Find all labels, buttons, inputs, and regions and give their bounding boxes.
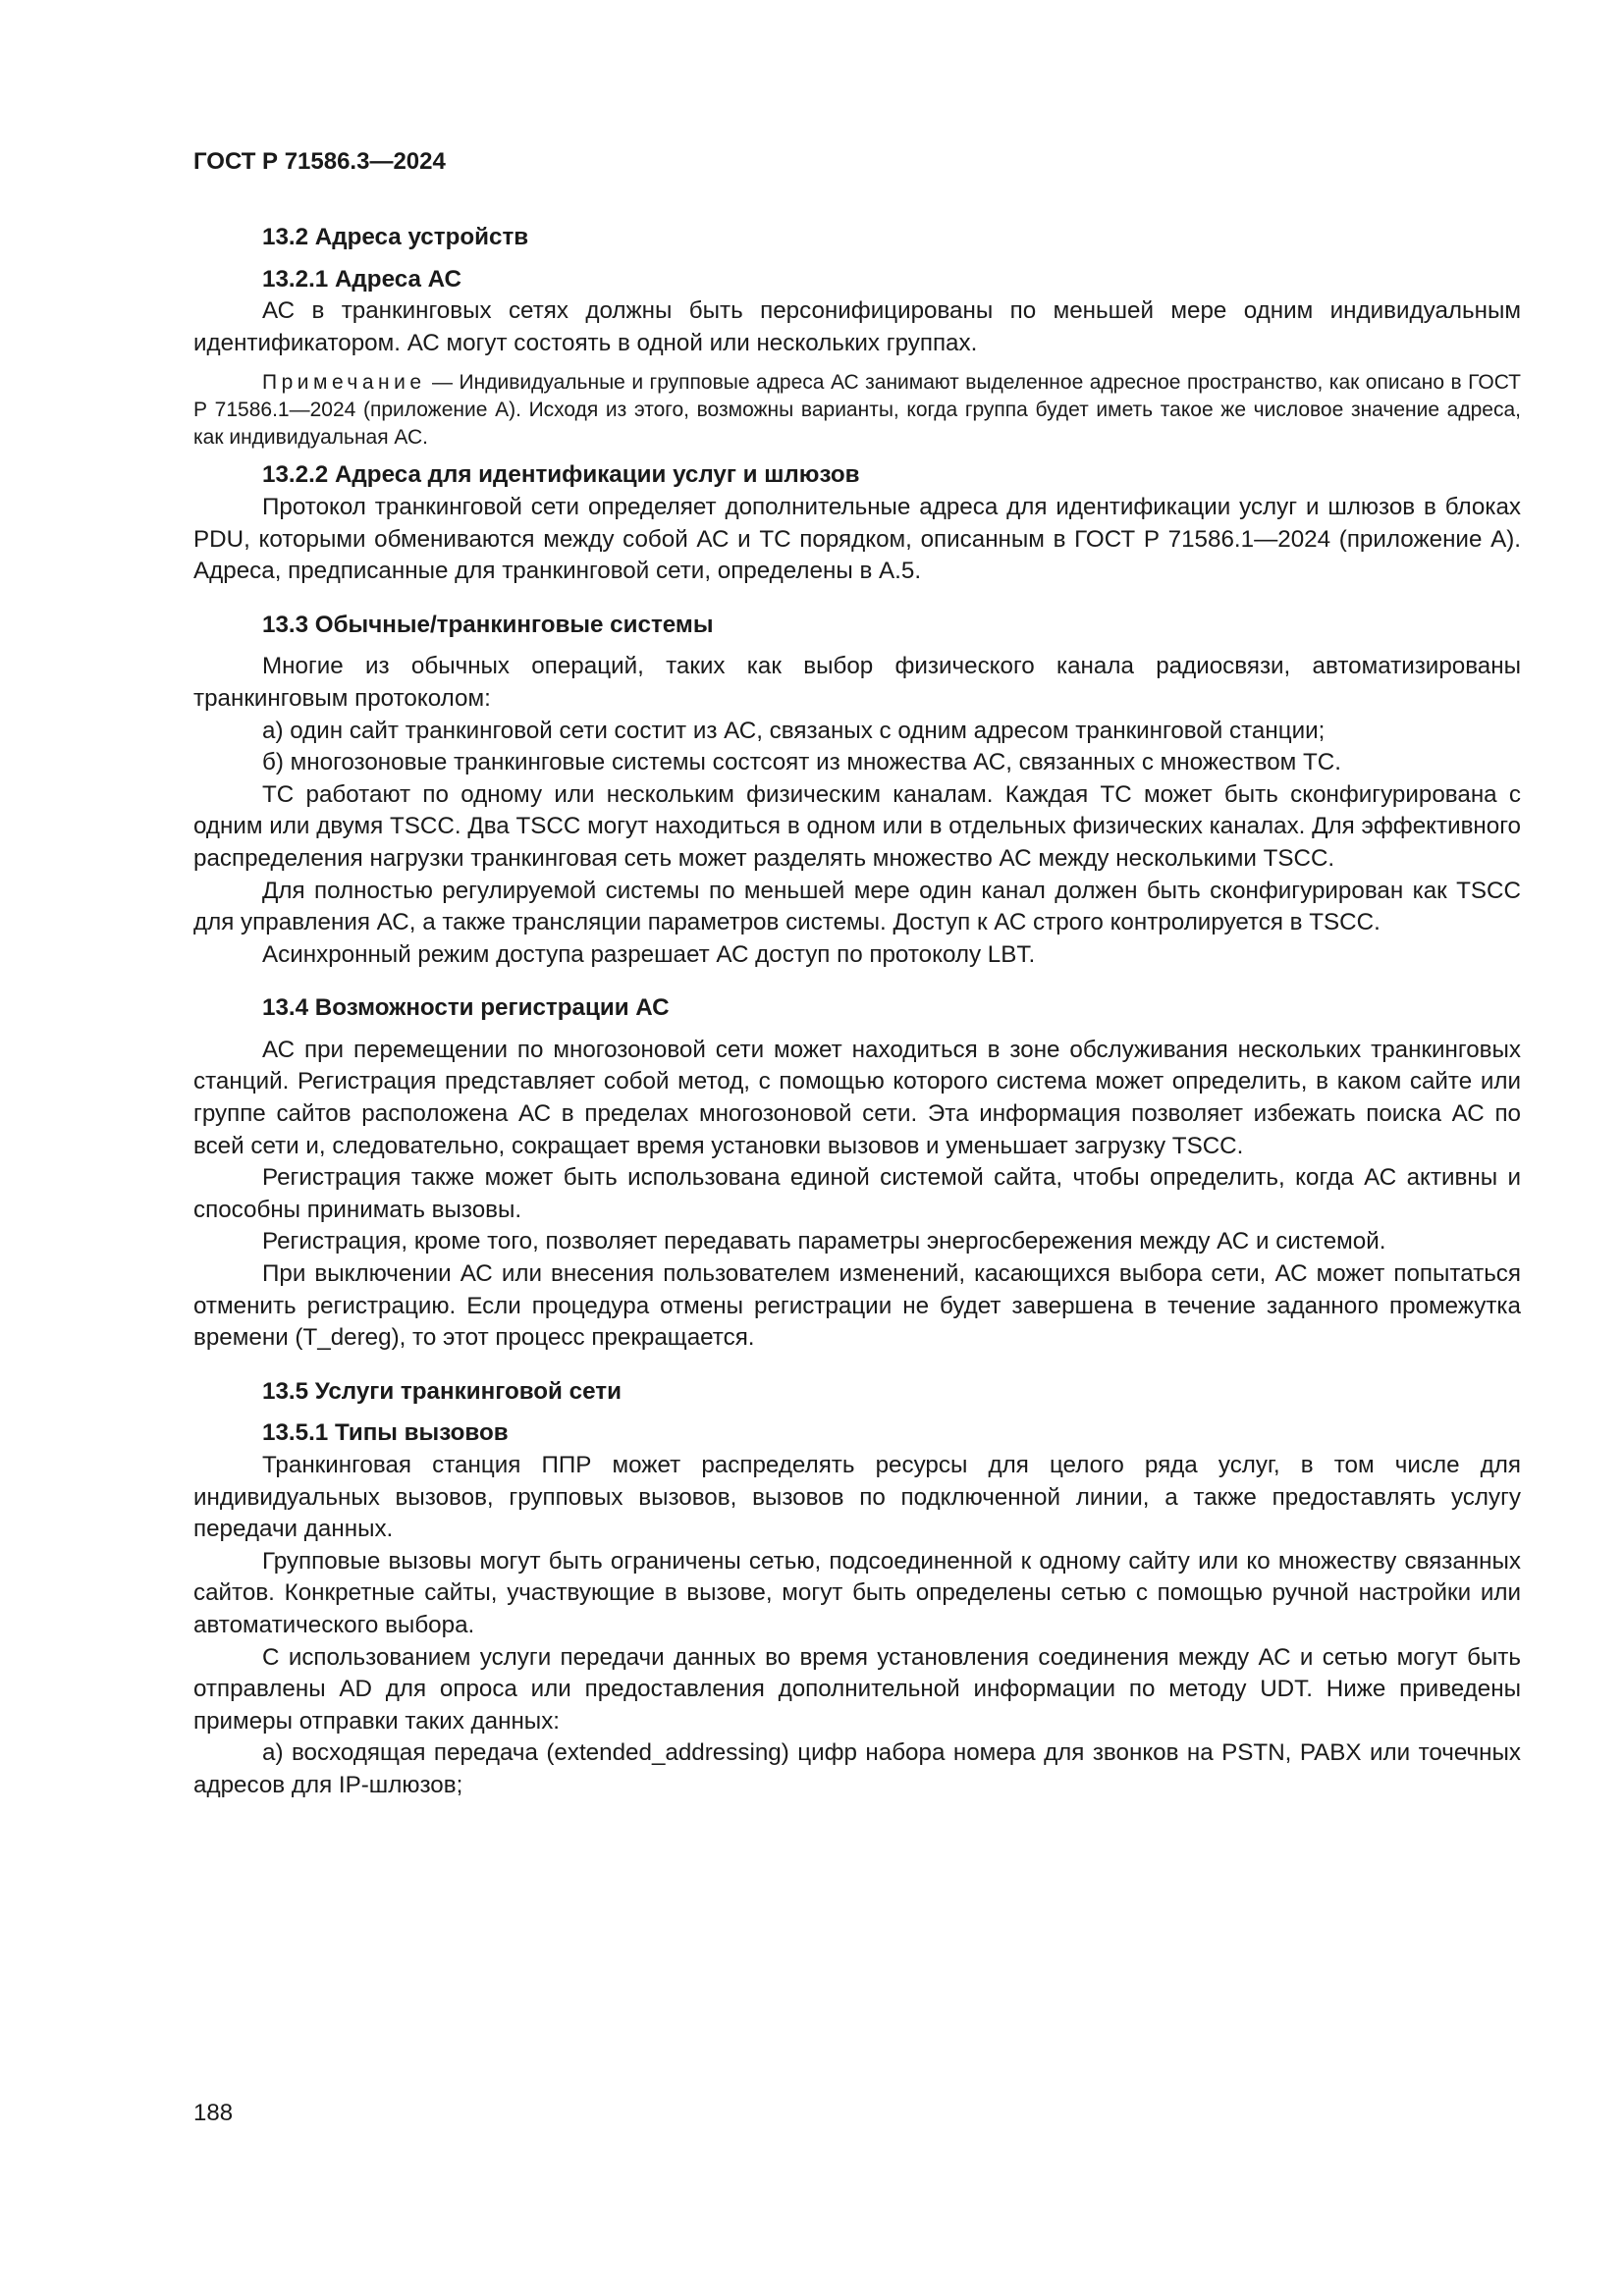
paragraph: ТС работают по одному или нескольким физическим каналам. Каждая ТС может быть сконфигурирована с одним или двумя TSCC. Два TSCC могут находиться в одном или в отдельных физических каналах. Для эффективного распределения нагрузки транкинговая сеть может разделять множество АС между несколькими TSCC.	[193, 780, 1521, 872]
paragraph: Регистрация также может быть использована единой системой сайта, чтобы определить, когда АС активны и способны принимать вызовы.	[193, 1164, 1521, 1223]
paragraph: Асинхронный режим доступа разрешает АС доступ по протоколу LBT.	[262, 940, 1036, 968]
list-item: а) восходящая передача (extended_addressing) цифр набора номера для звонков на PSTN, PABX или точечных адресов для IP-шлюзов;	[193, 1739, 1521, 1798]
note-label: Примечание	[262, 371, 426, 395]
paragraph: Групповые вызовы могут быть ограничены сетью, подсоединенной к одному сайту или ко множеству связанных сайтов. Конкретные сайты, участвующие в вызове, могут быть определены сетью с помощью ручной настройки или автоматического выбора.	[193, 1547, 1521, 1638]
section-13-3-title: 13.3 Обычные/транкинговые системы	[262, 611, 714, 638]
document-header: ГОСТ Р 71586.3—2024	[193, 148, 446, 175]
list-item: б) многозоновые транкинговые системы состсоят из множества АС, связанных с множеством ТС.	[262, 749, 1341, 776]
page-number: 188	[193, 2100, 234, 2126]
paragraph: Протокол транкинговой сети определяет дополнительные адреса для идентификации услуг и шлюзов в блоках PDU, которыми обмениваются между собой АС и ТС порядком, описанным в ГОСТ Р 71586.1—2024 (приложение А). Адреса, предписанные для транкинговой сети, определены в А.5.	[193, 493, 1521, 585]
section-13-2-1-title: 13.2.1 Адреса АС	[262, 265, 461, 293]
section-13-4-title: 13.4 Возможности регистрации АС	[262, 994, 670, 1022]
section-13-5-title: 13.5 Услуги транкинговой сети	[262, 1377, 622, 1405]
paragraph: Многие из обычных операций, таких как выбор физического канала радиосвязи, автоматизированы транкинговым протоколом:	[193, 653, 1521, 712]
note-text: — Индивидуальные и групповые адреса АС занимают выделенное адресное пространство, как описано в ГОСТ Р 71586.1—2024 (приложение А). Исходя из этого, возможны варианты, когда группа будет иметь такое же числовое значение адреса, как индивидуальная АС.	[193, 371, 1521, 450]
paragraph: При выключении АС или внесения пользователем изменений, касающихся выбора сети, АС может попытаться отменить регистрацию. Если процедура отмены регистрации не будет завершена в течение заданного промежутка времени (T_dereg), то этот процесс прекращается.	[193, 1260, 1521, 1352]
document-body	[193, 222, 1521, 1802]
note	[193, 369, 1521, 452]
section-13-2-2-title: 13.2.2 Адреса для идентификации услуг и шлюзов	[262, 461, 860, 489]
paragraph: АС при перемещении по многозоновой сети может находиться в зоне обслуживания нескольких транкинговых станций. Регистрация представляет собой метод, с помощью которого система может определить, в каком сайте или группе сайтов расположена АС в пределах многозоновой сети. Эта информация позволяет избежать поиска АС по всей сети и, следовательно, сокращает время установки вызовов и уменьшает загрузку TSCC.	[193, 1036, 1521, 1159]
paragraph: С использованием услуги передачи данных во время установления соединения между АС и сетью могут быть отправлены AD для опроса или предоставления дополнительной информации по методу UDT. Ниже приведены примеры отправки таких данных:	[193, 1643, 1521, 1735]
list-item: а) один сайт транкинговой сети состит из АС, связаных с одним адресом транкинговой станции;	[262, 717, 1326, 744]
section-13-2-title: 13.2 Адреса устройств	[262, 224, 529, 250]
paragraph: Регистрация, кроме того, позволяет передавать параметры энергосбережения между АС и системой.	[262, 1228, 1386, 1255]
paragraph: Для полностью регулируемой системы по меньшей мере один канал должен быть сконфигурирован как TSCC для управления АС, а также трансляции параметров системы. Доступ к АС строго контролируется в TSCC.	[193, 877, 1521, 936]
document-page	[193, 0, 1521, 2296]
paragraph: Транкинговая станция ППР может распределять ресурсы для целого ряда услуг, в том числе для индивидуальных вызовов, групповых вызовов, вызовов по подключенной линии, а также предоставлять услугу передачи данных.	[193, 1452, 1521, 1543]
section-13-5-1-title: 13.5.1 Типы вызовов	[262, 1419, 509, 1447]
paragraph: АС в транкинговых сетях должны быть персонифицированы по меньшей мере одним индивидуальным идентификатором. АС могут состоять в одной или нескольких группах.	[193, 297, 1521, 356]
